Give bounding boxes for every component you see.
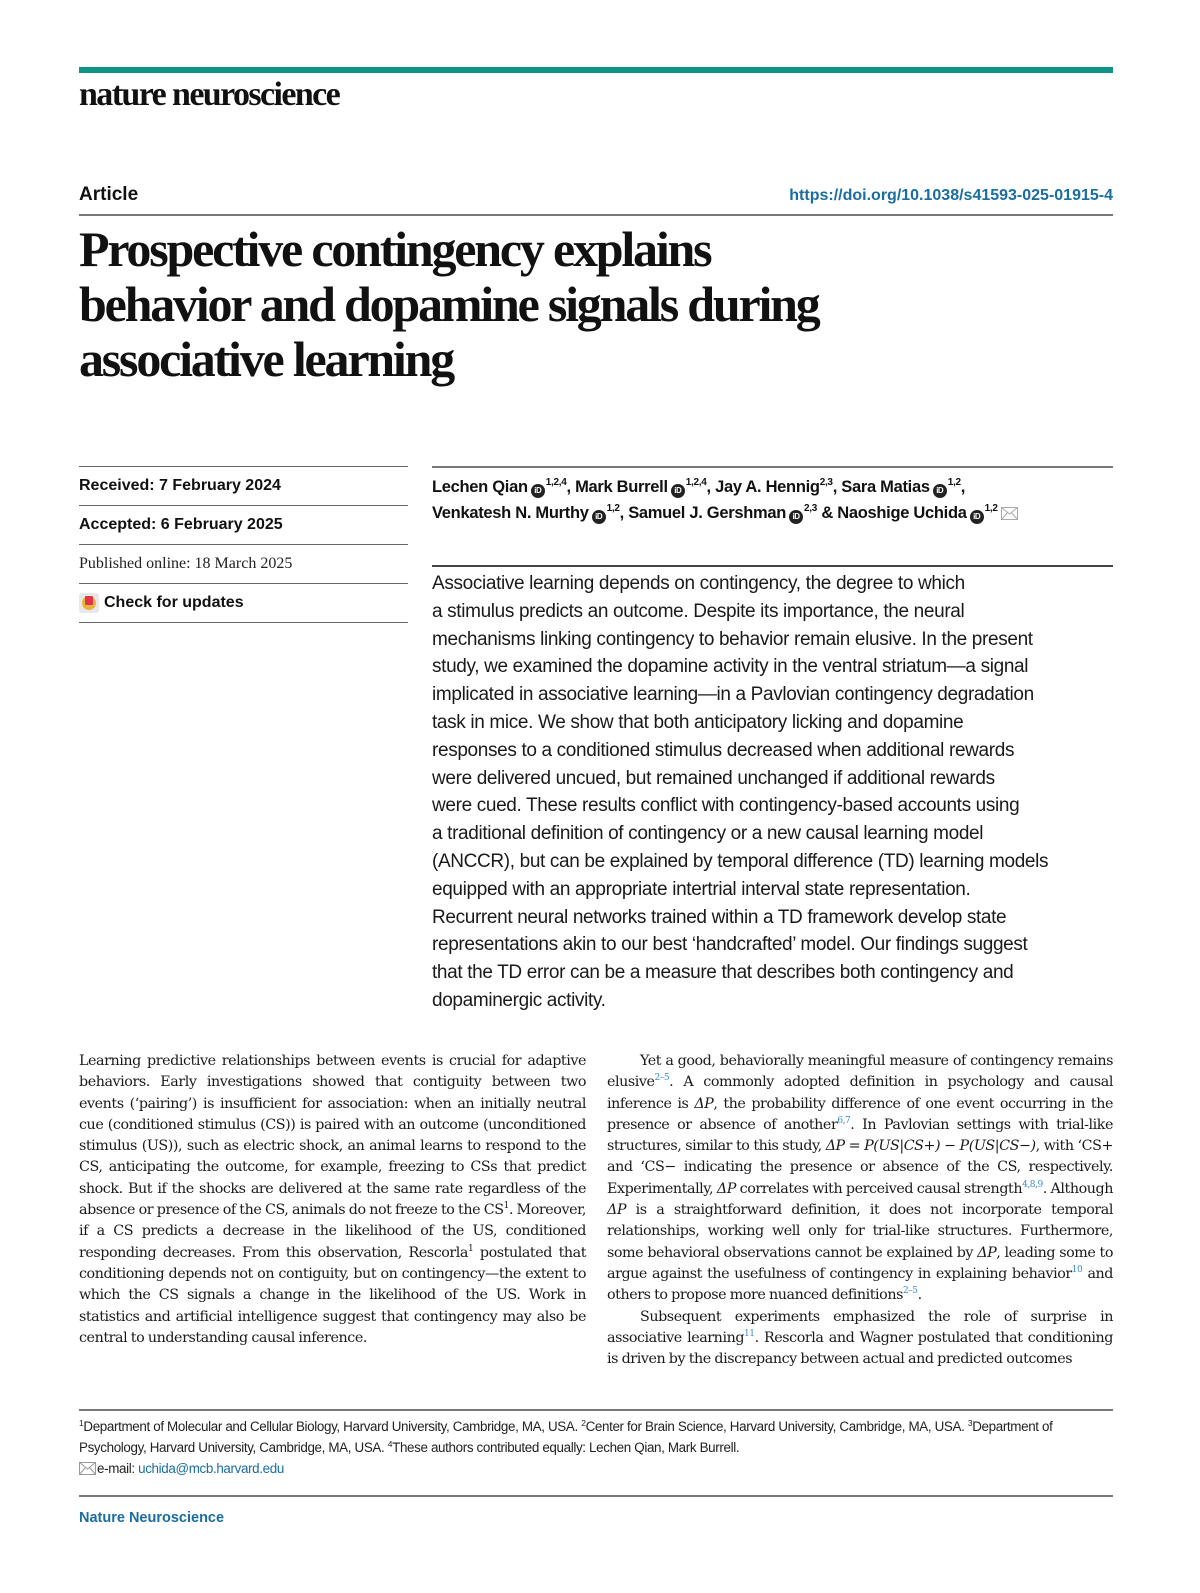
published-date: Published online: 18 March 2025	[79, 544, 408, 583]
body-text: .	[917, 1287, 922, 1304]
affiliation-list	[79, 1416, 1119, 1458]
article-dates	[79, 466, 408, 623]
article-title	[79, 222, 1079, 387]
equal-contribution-note: These authors contributed equally: Lechen Qian, Mark Burrell.	[392, 1440, 740, 1455]
journal-logo: nature neuroscience	[79, 76, 340, 113]
abstract-line: responses to a conditioned stimulus decreased when additional rewards	[432, 739, 1015, 761]
body-text: postulated that conditioning depends not on contiguity, but on contingency—the extent to which the CS signals a change in the likelihood of the US. Work in statistics and artificial intelligence suggest that contingency may also be central to understanding causal inference.	[79, 1244, 586, 1346]
author-affiliation: 2,3	[819, 477, 833, 488]
citation-link[interactable]: 10	[1071, 1264, 1083, 1275]
author[interactable]	[432, 478, 566, 496]
body-column-left	[79, 1051, 586, 1349]
author-separator: ,	[566, 478, 576, 496]
affiliation: Department of Molecular and Cellular Biology, Harvard University, Cambridge, MA, USA.	[83, 1419, 582, 1434]
author-list	[432, 474, 1122, 526]
orcid-icon[interactable]: iD	[970, 510, 984, 524]
author-name[interactable]: Sara Matias	[841, 478, 930, 496]
author[interactable]	[432, 504, 620, 522]
footer-divider	[79, 1495, 1113, 1497]
abstract-line: representations akin to our best ‘handcrafted’ model. Our findings suggest	[432, 934, 1028, 956]
received-date: Received: 7 February 2024	[79, 466, 408, 505]
body-paragraph	[607, 1307, 1113, 1371]
orcid-icon[interactable]: iD	[789, 510, 803, 524]
affiliation: Center for Brain Science, Harvard University, Cambridge, MA, USA.	[585, 1419, 968, 1434]
delta-p-symbol: ΔP	[716, 1180, 736, 1197]
delta-p-symbol: ΔP	[607, 1202, 627, 1219]
author-name[interactable]: Mark Burrell	[575, 478, 668, 496]
author-affiliation: 1,2	[606, 503, 620, 514]
affil-number: 1	[79, 1418, 84, 1428]
author[interactable]	[715, 478, 833, 496]
author-separator: ,	[960, 478, 966, 496]
citation-link[interactable]: 2–5	[902, 1286, 918, 1297]
body-paragraph	[607, 1051, 1113, 1307]
body-text: is a straightforward definition, it does not incorporate temporal relationships, working well only for trial-like structures. Furthermore, some behavioral observations cannot be explained by	[607, 1202, 1113, 1261]
abstract	[432, 570, 1122, 1015]
body-text: Yet a good, behaviorally meaningful measure of contingency remains elusive	[607, 1053, 1113, 1091]
footnote-divider	[79, 1409, 1113, 1411]
author[interactable]	[575, 478, 706, 496]
title-line: behavior and dopamine signals during	[79, 276, 819, 332]
accepted-date: Accepted: 6 February 2025	[79, 505, 408, 544]
abstract-line: were cued. These results conflict with contingency-based accounts using	[432, 795, 1020, 817]
author-name[interactable]: Jay A. Hennig	[715, 478, 820, 496]
body-text: and others to propose more nuanced definitions	[607, 1265, 1113, 1304]
abstract-line: Recurrent neural networks trained within a TD framework develop state	[432, 906, 1007, 928]
abstract-line: a traditional definition of contingency or a new causal learning model	[432, 823, 984, 845]
body-text: Learning predictive relationships between events is crucial for adaptive behaviors. Early investigations showed that contiguity between two events (‘pairing’) is insufficient for association: when an initially neutral cue (conditioned stimulus (CS)) is paired with an outcome (unconditioned stimulus (US)), such as electric shock, an animal learns to respond to the CS, anticipating the outcome, for example, freezing to CSs that predict shock. But if the shocks are delivered at the same rate regardless of the absence or presence of the CS, animals do not freeze to the CS	[79, 1053, 586, 1219]
orcid-icon[interactable]: iD	[671, 484, 685, 498]
author-separator: ,	[706, 478, 716, 496]
citation-link[interactable]: 6,7	[837, 1115, 851, 1126]
delta-p-symbol: ΔP	[977, 1244, 997, 1261]
body-text: . A commonly adopted definition in psychology and causal inference is	[607, 1074, 1113, 1112]
author[interactable]	[837, 504, 997, 522]
author-name[interactable]: Naoshige Uchida	[837, 504, 967, 522]
title-line: associative learning	[79, 331, 454, 387]
author-name[interactable]: Lechen Qian	[432, 478, 528, 496]
email-link[interactable]: uchida@mcb.harvard.edu	[138, 1461, 284, 1476]
body-text: , leading some to argue against the usefulness of contingency in explaining behavior	[607, 1244, 1113, 1282]
author-separator: ,	[832, 478, 842, 496]
correspondence	[79, 1458, 1119, 1479]
body-text: correlates with perceived causal strength	[735, 1180, 1023, 1197]
affil-number: 2	[581, 1418, 586, 1428]
check-for-updates-label: Check for updates	[104, 594, 244, 611]
email-icon	[79, 1462, 96, 1475]
article-type-label: Article	[79, 184, 139, 205]
delta-p-symbol: ΔP	[694, 1095, 714, 1112]
author[interactable]	[628, 504, 817, 522]
email-label: e-mail:	[97, 1461, 139, 1476]
body-paragraph	[79, 1051, 586, 1349]
body-text: Subsequent experiments emphasized the role of surprise in associative learning	[607, 1308, 1113, 1346]
author-affiliation: 1,2	[947, 477, 961, 488]
check-for-updates-button[interactable]	[79, 583, 408, 623]
body-text: . In Pavlovian settings with trial-like structures, similar to this study,	[607, 1116, 1113, 1155]
title-line: Prospective contingency explains	[79, 221, 711, 277]
author-affiliation: 1,2	[984, 503, 998, 514]
corresponding-author-email-icon[interactable]	[1001, 507, 1018, 520]
citation-link[interactable]: 4,8,9	[1022, 1179, 1043, 1190]
author-affiliation: 2,3	[804, 503, 818, 514]
orcid-icon[interactable]: iD	[933, 484, 947, 498]
author-affiliation: 1,2,4	[545, 477, 567, 488]
header-divider	[79, 214, 1113, 216]
abstract-line: implicated in associative learning—in a Pavlovian contingency degradation	[432, 684, 1034, 706]
doi-link[interactable]: https://doi.org/10.1038/s41593-025-01915-4	[789, 187, 1113, 204]
citation[interactable]: 1	[468, 1243, 474, 1254]
body-text: , with ‘CS+ and ‘CS− indicating the presence or absence of the CS, respectively. Experimentally,	[607, 1138, 1113, 1197]
abstract-divider	[432, 565, 1113, 567]
abstract-line: were delivered uncued, but remained unchanged if additional rewards	[432, 767, 995, 789]
citation-link[interactable]: 2–5	[654, 1073, 670, 1084]
abstract-line: dopaminergic activity.	[432, 989, 606, 1011]
affiliations	[79, 1416, 1119, 1479]
body-text: . Rescorla and Wagner postulated that conditioning is driven by the discrepancy between actual and predicted outcomes	[607, 1329, 1113, 1368]
body-text: , the probability difference of one event occurring in the presence or absence of another	[607, 1095, 1113, 1133]
body-text: . Moreover, if a CS predicts a decrease in the likelihood of the US, conditioned responding decreases. From this observation, Rescorla	[79, 1202, 586, 1261]
affil-number: 4	[387, 1439, 393, 1449]
citation-link[interactable]: 11	[744, 1328, 755, 1339]
author-affiliation: 1,2,4	[685, 477, 707, 488]
abstract-line: equipped with an appropriate intertrial interval state representation.	[432, 878, 971, 900]
abstract-line: mechanisms linking contingency to behavior remain elusive. In the present	[432, 628, 1033, 650]
affiliation: Department of Psychology, Harvard University, Cambridge, MA, USA.	[79, 1419, 1053, 1455]
abstract-line: task in mice. We show that both anticipatory licking and dopamine	[432, 711, 964, 733]
orcid-icon[interactable]: iD	[592, 510, 606, 524]
author-separator: &	[817, 504, 838, 522]
body-text: . Although	[1042, 1180, 1113, 1197]
affil-number: 3	[967, 1418, 973, 1428]
author-name[interactable]: Samuel J. Gershman	[628, 504, 787, 522]
abstract-line: a stimulus predicts an outcome. Despite its importance, the neural	[432, 600, 965, 622]
author[interactable]	[841, 478, 960, 496]
abstract-line: that the TD error can be a measure that describes both contingency and	[432, 962, 1014, 984]
author-name[interactable]: Venkatesh N. Murthy	[432, 504, 589, 522]
check-for-updates-icon	[79, 593, 99, 613]
abstract-line: study, we examined the dopamine activity in the ventral striatum—a signal	[432, 656, 1029, 678]
journal-accent-bar	[79, 67, 1113, 73]
author-separator: ,	[619, 504, 629, 522]
abstract-line: Associative learning depends on contingency, the degree to which	[432, 573, 965, 594]
abstract-line: (ANCCR), but can be explained by temporal difference (TD) learning models	[432, 850, 1049, 872]
body-column-right	[607, 1051, 1113, 1370]
authors-divider	[432, 466, 1113, 468]
delta-p-formula: ΔP = P(US|CS+) − P(US|CS−)	[825, 1138, 1036, 1155]
citation[interactable]: 1	[503, 1201, 509, 1212]
footer-journal-name: Nature Neuroscience	[79, 1510, 225, 1526]
orcid-icon[interactable]: iD	[531, 484, 545, 498]
